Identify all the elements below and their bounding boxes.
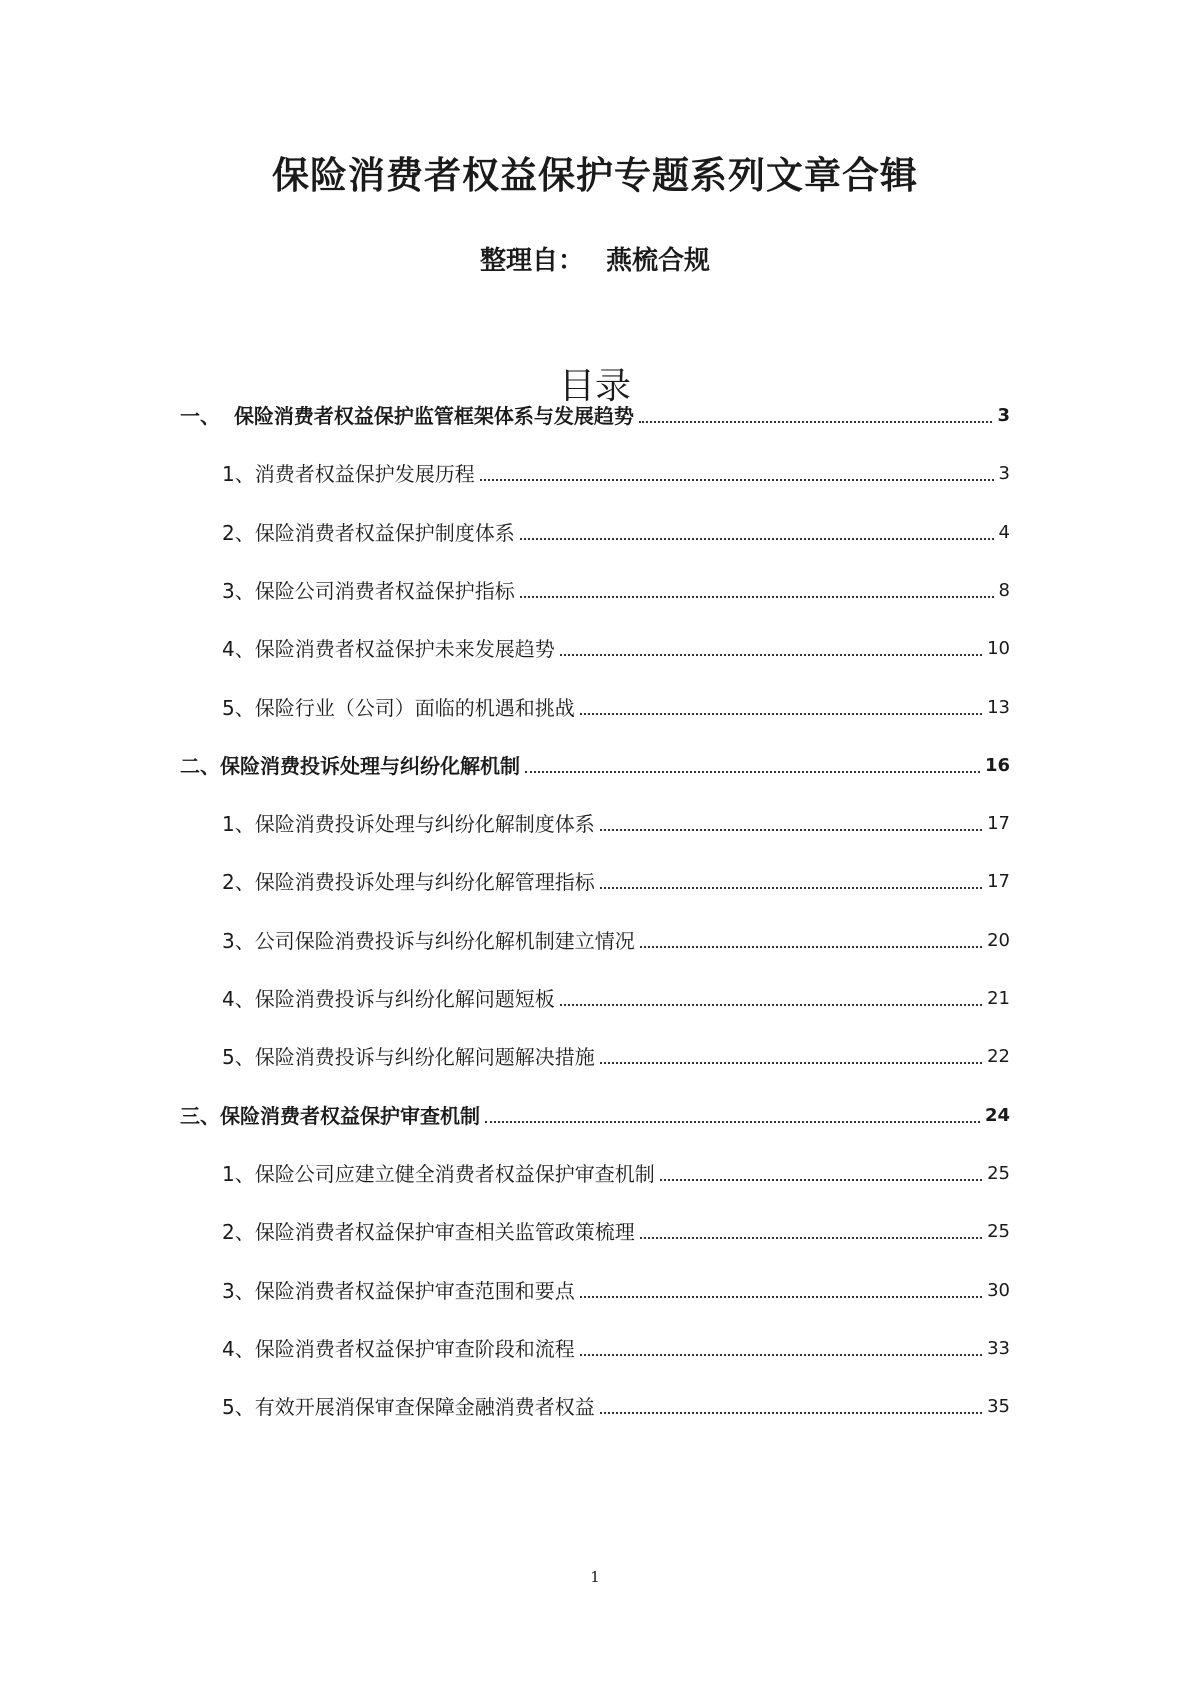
page-number: 1 bbox=[590, 1568, 600, 1586]
toc-section-entry[interactable] bbox=[222, 518, 1010, 548]
compiled-source: 燕梳合规 bbox=[606, 246, 711, 276]
toc-section-entry[interactable] bbox=[222, 867, 1010, 897]
toc-entry-number: 一、 bbox=[180, 404, 234, 428]
toc-entry-number: 2、 bbox=[222, 870, 255, 895]
toc-entry-title: 保险消费者权益保护审查机制 bbox=[220, 1103, 480, 1128]
toc-entry-page: 33 bbox=[987, 1337, 1010, 1359]
toc-dot-leader bbox=[640, 1236, 982, 1239]
toc-entry-title: 保险公司应建立健全消费者权益保护审查机制 bbox=[254, 1161, 655, 1186]
toc-heading: 目录 bbox=[558, 366, 631, 407]
toc-entry-number: 2、 bbox=[222, 1220, 255, 1245]
toc-dot-leader bbox=[600, 1061, 982, 1064]
toc-entry-title: 保险消费投诉处理与纠纷化解管理指标 bbox=[254, 870, 595, 895]
toc-entry-number: 2、 bbox=[222, 520, 255, 545]
toc-dot-leader bbox=[520, 595, 994, 598]
toc-entry-number: 3、 bbox=[222, 928, 255, 953]
toc-entry-title: 保险消费者权益保护审查相关监管政策梳理 bbox=[254, 1220, 635, 1245]
toc-entry-title: 保险消费投诉处理与纠纷化解制度体系 bbox=[254, 812, 595, 837]
toc-section-entry[interactable] bbox=[222, 809, 1010, 839]
toc-dot-leader bbox=[580, 1295, 982, 1298]
toc-dot-leader bbox=[640, 945, 982, 948]
toc-entry-page: 17 bbox=[987, 871, 1010, 893]
toc-section-entry[interactable] bbox=[222, 984, 1010, 1014]
toc-dot-leader bbox=[600, 1411, 982, 1414]
toc-entry-page: 21 bbox=[987, 988, 1010, 1009]
toc-entry-page: 22 bbox=[987, 1046, 1010, 1068]
toc-section-entry[interactable] bbox=[222, 693, 1010, 723]
toc-section-entry[interactable] bbox=[222, 1334, 1010, 1364]
toc-entry-number: 5、 bbox=[222, 1045, 255, 1070]
toc-dot-leader bbox=[560, 1003, 982, 1006]
toc-entry-number: 三、 bbox=[180, 1103, 220, 1128]
toc-entry-page: 25 bbox=[987, 1162, 1010, 1184]
toc-entry-number: 4、 bbox=[222, 987, 255, 1011]
toc-entry-page: 10 bbox=[987, 638, 1010, 660]
toc-section-entry[interactable] bbox=[222, 1392, 1010, 1422]
toc-dot-leader bbox=[525, 770, 980, 773]
toc-entry-page: 35 bbox=[987, 1396, 1010, 1418]
toc-entry-page: 16 bbox=[984, 754, 1010, 776]
toc-entry-title: 保险消费者权益保护监管框架体系与发展趋势 bbox=[233, 404, 634, 428]
toc-section-entry[interactable] bbox=[222, 576, 1010, 606]
toc-section-entry[interactable] bbox=[222, 1159, 1010, 1189]
toc-entry-title: 保险消费投诉与纠纷化解问题解决措施 bbox=[254, 1045, 595, 1070]
toc-entry-page: 30 bbox=[987, 1279, 1010, 1301]
toc-entry-page: 3 bbox=[998, 463, 1010, 485]
toc-entry-number: 1、 bbox=[222, 812, 255, 837]
toc-entry-title: 保险消费者权益保护审查阶段和流程 bbox=[254, 1336, 575, 1361]
toc-entry-number: 3、 bbox=[222, 578, 255, 603]
toc-entry-number: 5、 bbox=[222, 695, 255, 720]
toc-entry-page: 24 bbox=[984, 1104, 1010, 1126]
toc-entry-title: 保险消费者权益保护未来发展趋势 bbox=[254, 637, 555, 662]
toc-chapter-entry[interactable] bbox=[180, 751, 1010, 781]
toc-section-entry[interactable] bbox=[222, 634, 1010, 664]
toc-chapter-entry[interactable] bbox=[180, 401, 1010, 431]
toc-entry-number: 1、 bbox=[222, 462, 255, 487]
toc-entry-number: 1、 bbox=[222, 1161, 255, 1186]
toc-entry-number: 4、 bbox=[222, 637, 255, 662]
toc-entry-page: 17 bbox=[987, 813, 1010, 835]
toc-entry-number: 二、 bbox=[180, 753, 220, 778]
toc-entry-page: 3 bbox=[997, 405, 1010, 426]
toc-entry-page: 25 bbox=[987, 1221, 1010, 1243]
toc-entry-title: 保险行业（公司）面临的机遇和挑战 bbox=[254, 695, 575, 720]
toc-dot-leader bbox=[480, 478, 994, 481]
toc-section-entry[interactable] bbox=[222, 926, 1010, 956]
toc-entry-page: 4 bbox=[998, 521, 1010, 543]
toc-entry-page: 13 bbox=[987, 696, 1010, 718]
toc-entry-title: 保险消费投诉处理与纠纷化解机制 bbox=[220, 753, 520, 778]
toc-section-entry[interactable] bbox=[222, 1276, 1010, 1306]
toc-entry-title: 公司保险消费投诉与纠纷化解机制建立情况 bbox=[254, 928, 635, 953]
toc-entry-title: 保险消费投诉与纠纷化解问题短板 bbox=[254, 987, 555, 1011]
toc-section-entry[interactable] bbox=[222, 1217, 1010, 1247]
toc-entry-page: 8 bbox=[998, 579, 1010, 601]
toc-entry-title: 保险公司消费者权益保护指标 bbox=[254, 578, 515, 603]
toc-dot-leader bbox=[660, 1178, 982, 1181]
toc-dot-leader bbox=[560, 653, 982, 656]
toc-dot-leader bbox=[485, 1120, 980, 1123]
toc-entry-number: 3、 bbox=[222, 1278, 255, 1303]
toc-dot-leader bbox=[520, 537, 994, 540]
toc-dot-leader bbox=[600, 828, 982, 831]
toc-entry-number: 5、 bbox=[222, 1395, 255, 1420]
toc-dot-leader bbox=[600, 886, 982, 889]
toc-section-entry[interactable] bbox=[222, 459, 1010, 489]
compiled-label: 整理自： bbox=[479, 246, 584, 276]
toc-entry-title: 消费者权益保护发展历程 bbox=[254, 462, 475, 487]
toc-entry-title: 有效开展消保审查保障金融消费者权益 bbox=[254, 1395, 595, 1420]
toc-entry-title: 保险消费者权益保护制度体系 bbox=[254, 520, 515, 545]
toc-chapter-entry[interactable] bbox=[180, 1101, 1010, 1131]
document-title: 保险消费者权益保护专题系列文章合辑 bbox=[272, 154, 918, 197]
toc-dot-leader bbox=[580, 712, 982, 715]
toc-dot-leader bbox=[580, 1353, 982, 1356]
toc-section-entry[interactable] bbox=[222, 1042, 1010, 1072]
toc-dot-leader bbox=[639, 420, 993, 423]
toc-entry-page: 20 bbox=[987, 929, 1010, 951]
toc-entry-title: 保险消费者权益保护审查范围和要点 bbox=[254, 1278, 575, 1303]
toc-entry-number: 4、 bbox=[222, 1336, 255, 1361]
